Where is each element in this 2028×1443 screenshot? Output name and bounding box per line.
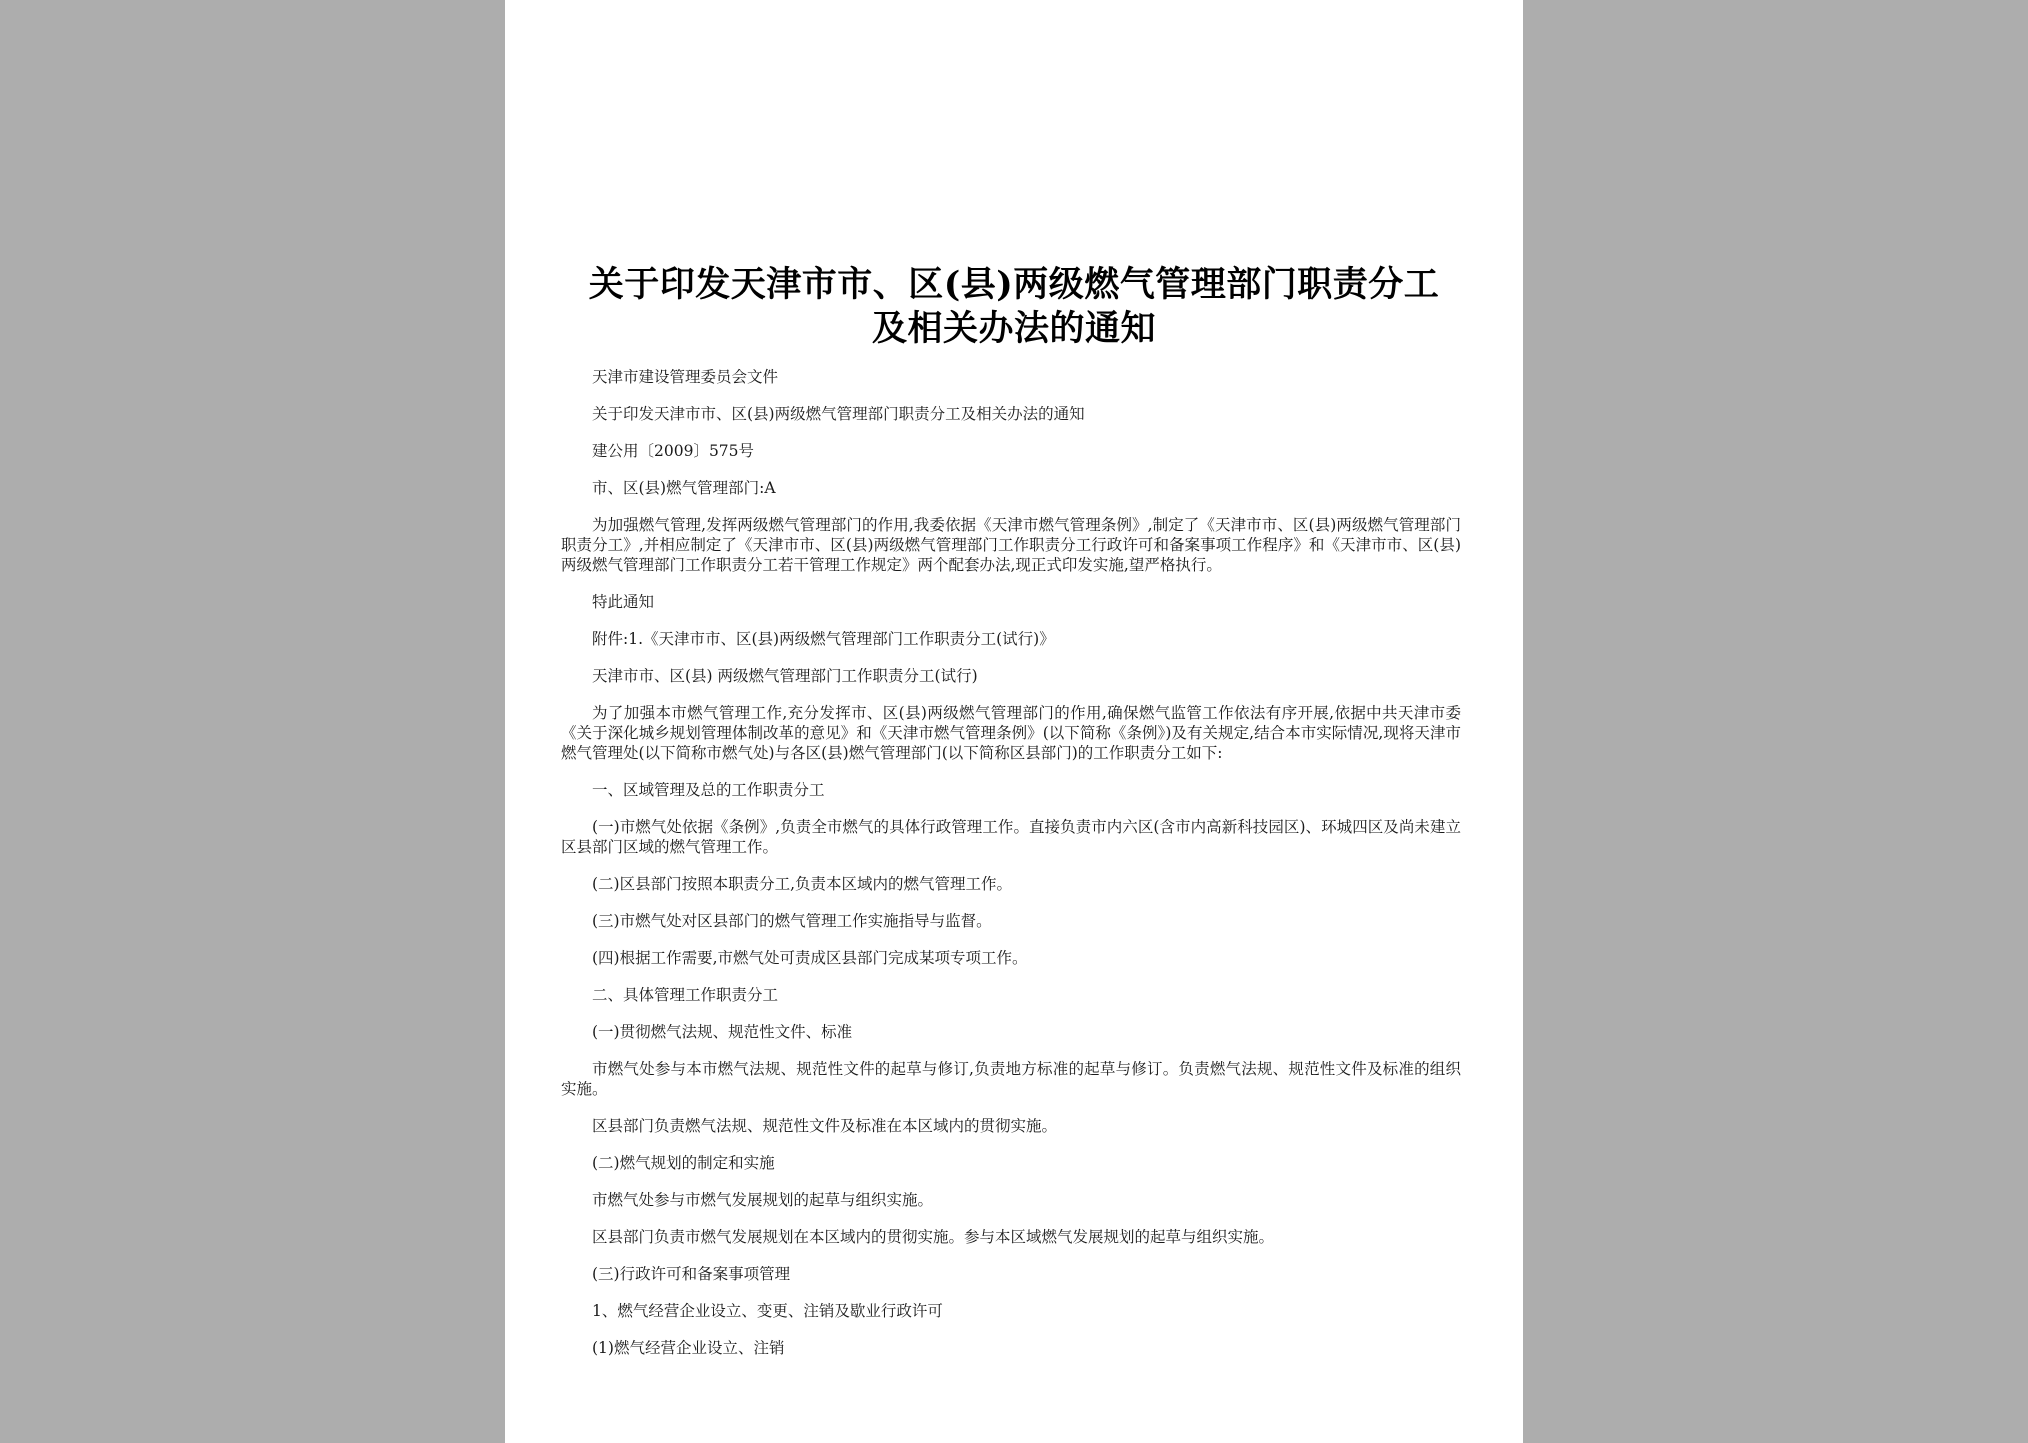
paragraph: 为加强燃气管理,发挥两级燃气管理部门的作用,我委依据《天津市燃气管理条例》,制定了《天津市市、区(县)两级燃气管理部门职责分工》,并相应制定了《天津市市、区(县)两级燃气管理部门工作职责分工行政许可和备案事项工作程序》和《天津市市、区(县)两级燃气管理部门工作职责分工若干管理工作规定》两个配套办法,现正式印发实施,望严格执行。 [561,516,1461,574]
paragraph: (二)区县部门按照本职责分工,负责本区域内的燃气管理工作。 [592,875,1013,893]
paragraph: 建公用〔2009〕575号 [592,442,755,460]
paragraph: (一)市燃气处依据《条例》,负责全市燃气的具体行政管理工作。直接负责市内六区(含市内高新科技园区)、环城四区及尚未建立区县部门区域的燃气管理工作。 [561,818,1461,856]
paragraph: 关于印发天津市市、区(县)两级燃气管理部门职责分工及相关办法的通知 [592,405,1085,423]
paragraph: 附件:1.《天津市市、区(县)两级燃气管理部门工作职责分工(试行)》 [592,630,1055,648]
paragraph: (三)行政许可和备案事项管理 [592,1265,791,1283]
paragraph: (二)燃气规划的制定和实施 [592,1154,775,1172]
paragraph: 市、区(县)燃气管理部门:A [592,479,776,497]
paragraph: 区县部门负责市燃气发展规划在本区域内的贯彻实施。参与本区域燃气发展规划的起草与组织实施。 [592,1228,1275,1246]
title-line-2: 及相关办法的通知 [871,308,1156,349]
paragraph: (三)市燃气处对区县部门的燃气管理工作实施指导与监督。 [592,912,992,930]
paragraph: (一)贯彻燃气法规、规范性文件、标准 [592,1023,853,1041]
paragraph: 特此通知 [592,593,655,611]
document-title [505,263,1523,351]
paragraph: 天津市市、区(县) 两级燃气管理部门工作职责分工(试行) [592,667,978,685]
document-page [505,0,1523,1443]
paragraph: 天津市建设管理委员会文件 [592,368,779,386]
title-line-1: 关于印发天津市市、区(县)两级燃气管理部门职责分工 [588,264,1440,305]
paragraph: (四)根据工作需要,市燃气处可责成区县部门完成某项专项工作。 [592,949,1028,967]
paragraph: 1、燃气经营企业设立、变更、注销及歇业行政许可 [592,1302,943,1320]
paragraph: 市燃气处参与市燃气发展规划的起草与组织实施。 [592,1191,934,1209]
paragraph: 二、具体管理工作职责分工 [592,986,779,1004]
paragraph: 一、区域管理及总的工作职责分工 [592,781,825,799]
paragraph: 区县部门负责燃气法规、规范性文件及标准在本区域内的贯彻实施。 [592,1117,1058,1135]
paragraph: 市燃气处参与本市燃气法规、规范性文件的起草与修订,负责地方标准的起草与修订。负责燃气法规、规范性文件及标准的组织实施。 [561,1060,1461,1098]
paragraph: 为了加强本市燃气管理工作,充分发挥市、区(县)两级燃气管理部门的作用,确保燃气监管工作依法有序开展,依据中共天津市委《关于深化城乡规划管理体制改革的意见》和《天津市燃气管理条例》(以下简称《条例》)及有关规定,结合本市实际情况,现将天津市燃气管理处(以下简称市燃气处)与各区(县)燃气管理部门(以下简称区县部门)的工作职责分工如下: [561,704,1461,762]
paragraph: (1)燃气经营企业设立、注销 [592,1339,785,1357]
